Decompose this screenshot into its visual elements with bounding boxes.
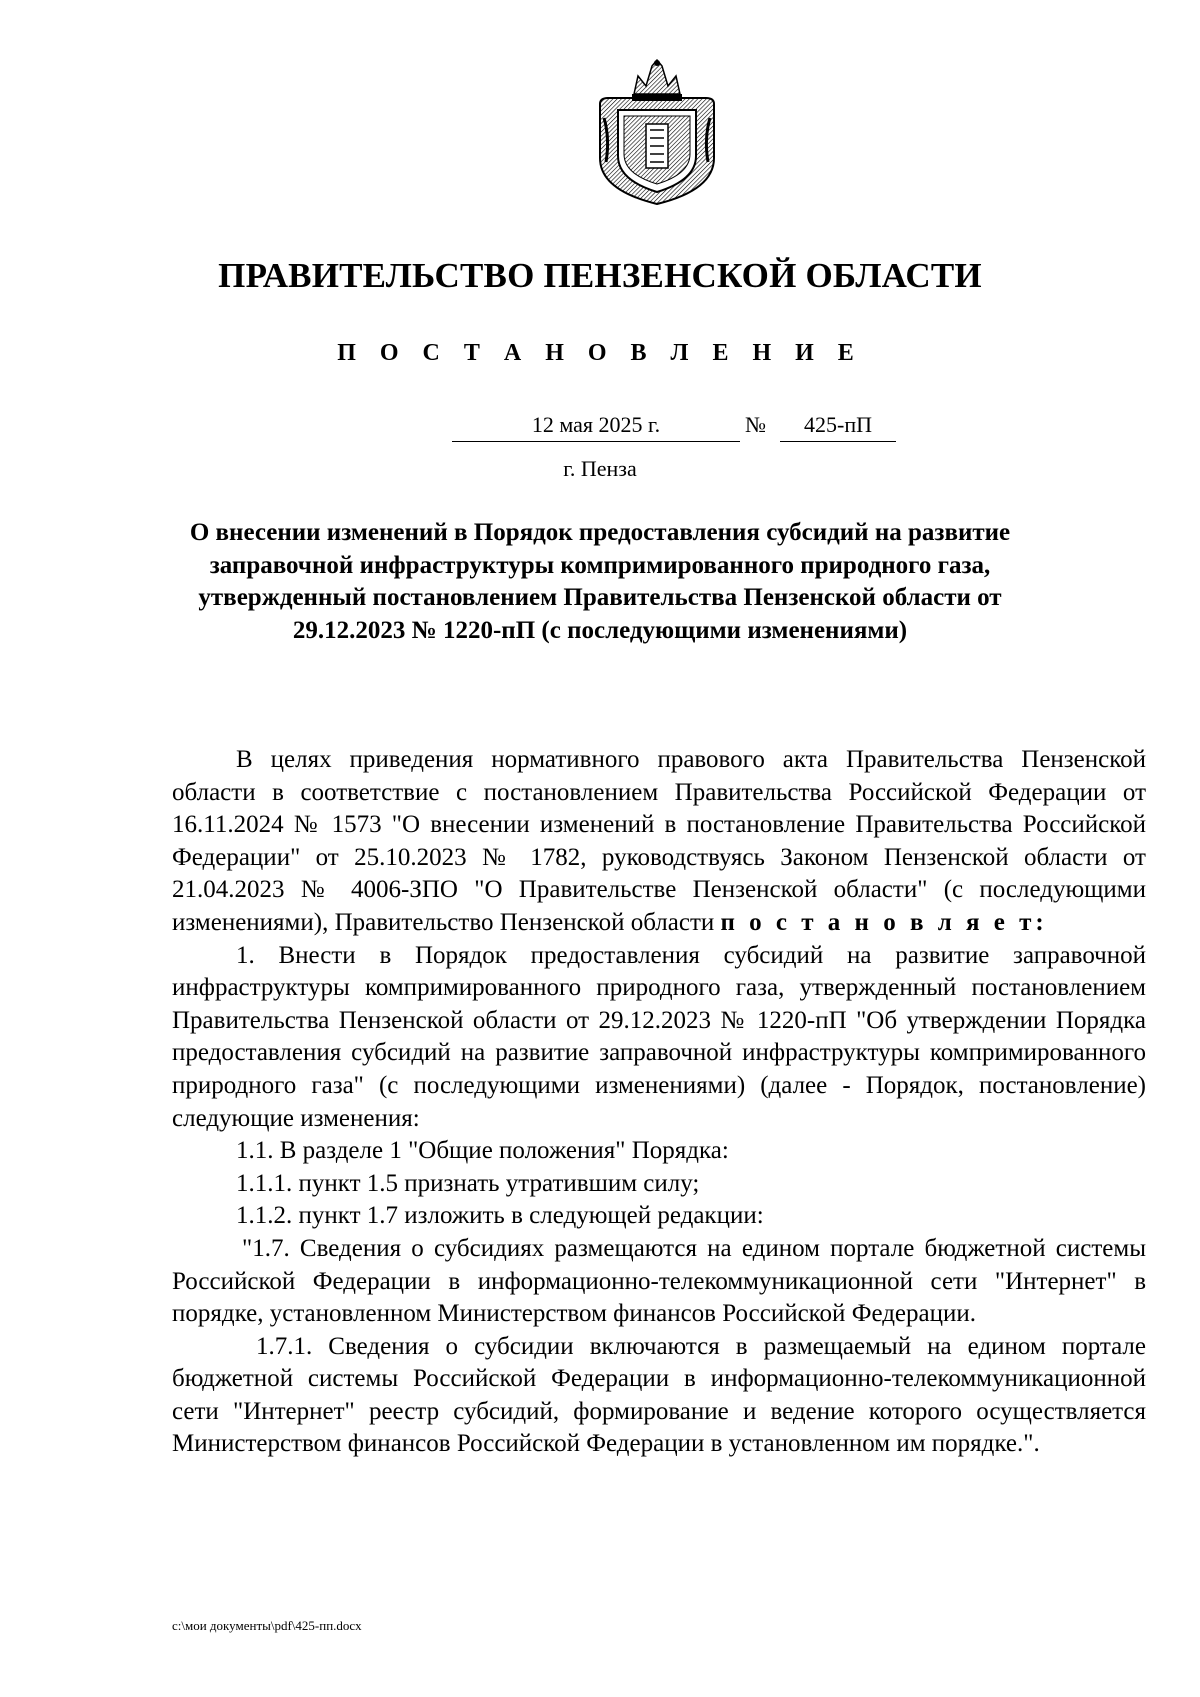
file-path-footer: c:\мои документы\pdf\425-пп.docx bbox=[172, 1618, 362, 1633]
coat-of-arms-icon bbox=[594, 58, 720, 206]
organization-name: ПРАВИТЕЛЬСТВО ПЕНЗЕНСКОЙ ОБЛАСТИ bbox=[218, 256, 982, 295]
document-body bbox=[172, 744, 1146, 1461]
document-title: О внесении изменений в Порядок предоставления субсидий на развитие заправочной инфраструктуры компримированного природного газа, утвержденный постановлением Правительства Пензенской области от 29.12.2023 № 1220-пП (с последующими изменениями) bbox=[189, 519, 1011, 644]
paragraph-1-1-1: 1.1.1. пункт 1.5 признать утратившим силу; bbox=[236, 1169, 700, 1197]
document-type: П О С Т А Н О В Л Е Н И Е bbox=[337, 340, 863, 366]
paragraph-1-7-1: 1.7.1. Сведения о субсидии включаются в размещаемый на едином портале бюджетной системы Российской Федерации в информационно-телекоммуникационной сети "Интернет" реестр субсидий, формирование и ведение которого осуществляется Министерством финансов Российской Федерации в установленном им порядке.". bbox=[172, 1332, 1146, 1458]
paragraph-preamble bbox=[172, 744, 1146, 940]
paragraph-1-7: "1.7. Сведения о субсидиях размещаются на едином портале бюджетной системы Российской Федерации в информационно-телекоммуникационной сети "Интернет" в порядке, установленном Министерством финансов Российской Федерации. bbox=[172, 1234, 1146, 1328]
number-sign: № bbox=[745, 412, 766, 437]
document-date: 12 мая 2025 г. bbox=[452, 412, 740, 442]
city: г. Пенза bbox=[563, 456, 637, 481]
paragraph-1: 1. Внести в Порядок предоставления субсидий на развитие заправочной инфраструктуры компримированного природного газа, утвержденный постановлением Правительства Пензенской области от 29.12.2023 № 1220-пП "Об утверждении Порядка предоставления субсидий на развитие заправочной инфраструктуры компримированного природного газа" (с последующими изменениями) (далее - Порядок, постановление) следующие изменения: bbox=[172, 941, 1146, 1132]
paragraph-1-1-2: 1.1.2. пункт 1.7 изложить в следующей редакции: bbox=[236, 1202, 764, 1230]
paragraph-1-1: 1.1. В разделе 1 "Общие положения" Порядка: bbox=[236, 1137, 729, 1165]
resolves-word: п о с т а н о в л я е т: bbox=[720, 908, 1048, 936]
document-number: 425-пП bbox=[780, 412, 896, 442]
preamble-text: В целях приведения нормативного правового акта Правительства Пензенской области в соответствие с постановлением Правительства Российской Федерации от 16.11.2024 № 1573 "О внесении изменений в постановление Правительства Российской Федерации" от 25.10.2023 № 1782, руководствуясь Законом Пензенской области от 21.04.2023 № 4006-ЗПО "О Правительстве Пензенской области" (с последующими изменениями), Правительство Пензенской области bbox=[172, 746, 1146, 936]
